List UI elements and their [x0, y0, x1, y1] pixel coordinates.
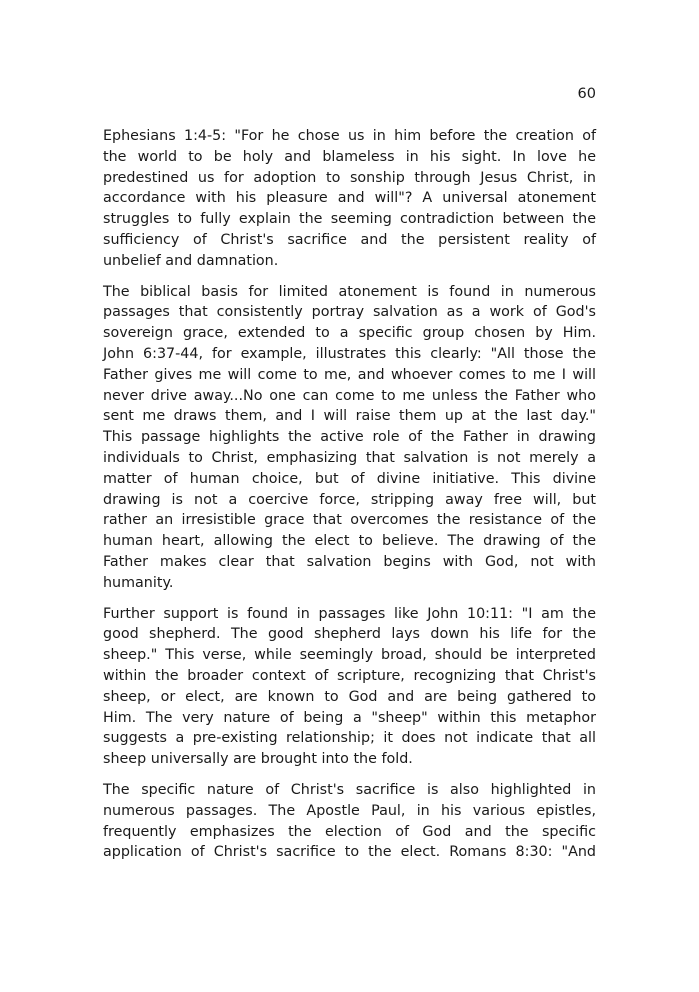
paragraph [103, 126, 596, 272]
text-line: The specific nature of Christ's sacrifice is also highlighted in [103, 781, 596, 798]
page-number: 60 [577, 86, 596, 102]
text-line: application of Christ's sacrifice to the elect. Romans 8:30: "And [103, 844, 596, 861]
paragraph [103, 780, 596, 863]
text-line: predestined us for adoption to sonship through Jesus Christ, in [103, 169, 596, 186]
text-line: sheep, or elect, are known to God and are being gathered to [103, 688, 596, 705]
text-line: numerous passages. The Apostle Paul, in his various epistles, [103, 802, 596, 819]
text-line: human heart, allowing the elect to believe. The drawing of the [103, 533, 596, 550]
paragraph [103, 604, 596, 770]
text-line: Ephesians 1:4-5: "For he chose us in him before the creation of [103, 128, 596, 144]
text-line: Father gives me will come to me, and whoever comes to me I will [103, 366, 596, 383]
text-line: good shepherd. The good shepherd lays down his life for the [103, 626, 596, 643]
text-line: sovereign grace, extended to a specific group chosen by Him. [103, 325, 596, 342]
text-line: John 6:37-44, for example, illustrates this clearly: "All those the [103, 345, 596, 362]
text-line: matter of human choice, but of divine initiative. This divine [103, 470, 596, 487]
text-line: humanity. [103, 574, 174, 591]
text-line: This passage highlights the active role of the Father in drawing [103, 429, 596, 446]
text-line: within the broader context of scripture, recognizing that Christ's [103, 667, 596, 684]
text-line: suggests a pre-existing relationship; it does not indicate that all [103, 730, 596, 747]
text-line: Him. The very nature of being a "sheep" within this metaphor [103, 709, 596, 726]
text-line: passages that consistently portray salvation as a work of God's [103, 304, 596, 321]
text-line: drawing is not a coercive force, stripping away free will, but [103, 491, 596, 508]
text-line: never drive away...No one can come to me unless the Father who [103, 387, 596, 404]
text-line: Father makes clear that salvation begins with God, not with [103, 553, 596, 570]
text-line: accordance with his pleasure and will"? A universal atonement [103, 190, 596, 207]
text-line: unbelief and damnation. [103, 252, 279, 269]
text-line: sufficiency of Christ's sacrifice and the persistent reality of [103, 231, 596, 248]
paragraph [103, 282, 596, 594]
text-line: individuals to Christ, emphasizing that salvation is not merely a [103, 449, 596, 466]
text-line: frequently emphasizes the election of God and the specific [103, 823, 596, 840]
text-line: struggles to fully explain the seeming contradiction between the [103, 211, 596, 228]
text-line: the world to be holy and blameless in his sight. In love he [103, 148, 596, 165]
text-line: Further support is found in passages like John 10:11: "I am the [103, 605, 596, 622]
body-text [103, 126, 596, 873]
text-line: sheep universally are brought into the fold. [103, 751, 413, 768]
text-line: sheep." This verse, while seemingly broad, should be interpreted [103, 647, 596, 664]
text-line: rather an irresistible grace that overcomes the resistance of the [103, 512, 596, 529]
text-line: sent me draws them, and I will raise them up at the last day." [103, 408, 596, 425]
text-line: The biblical basis for limited atonement is found in numerous [103, 283, 596, 300]
